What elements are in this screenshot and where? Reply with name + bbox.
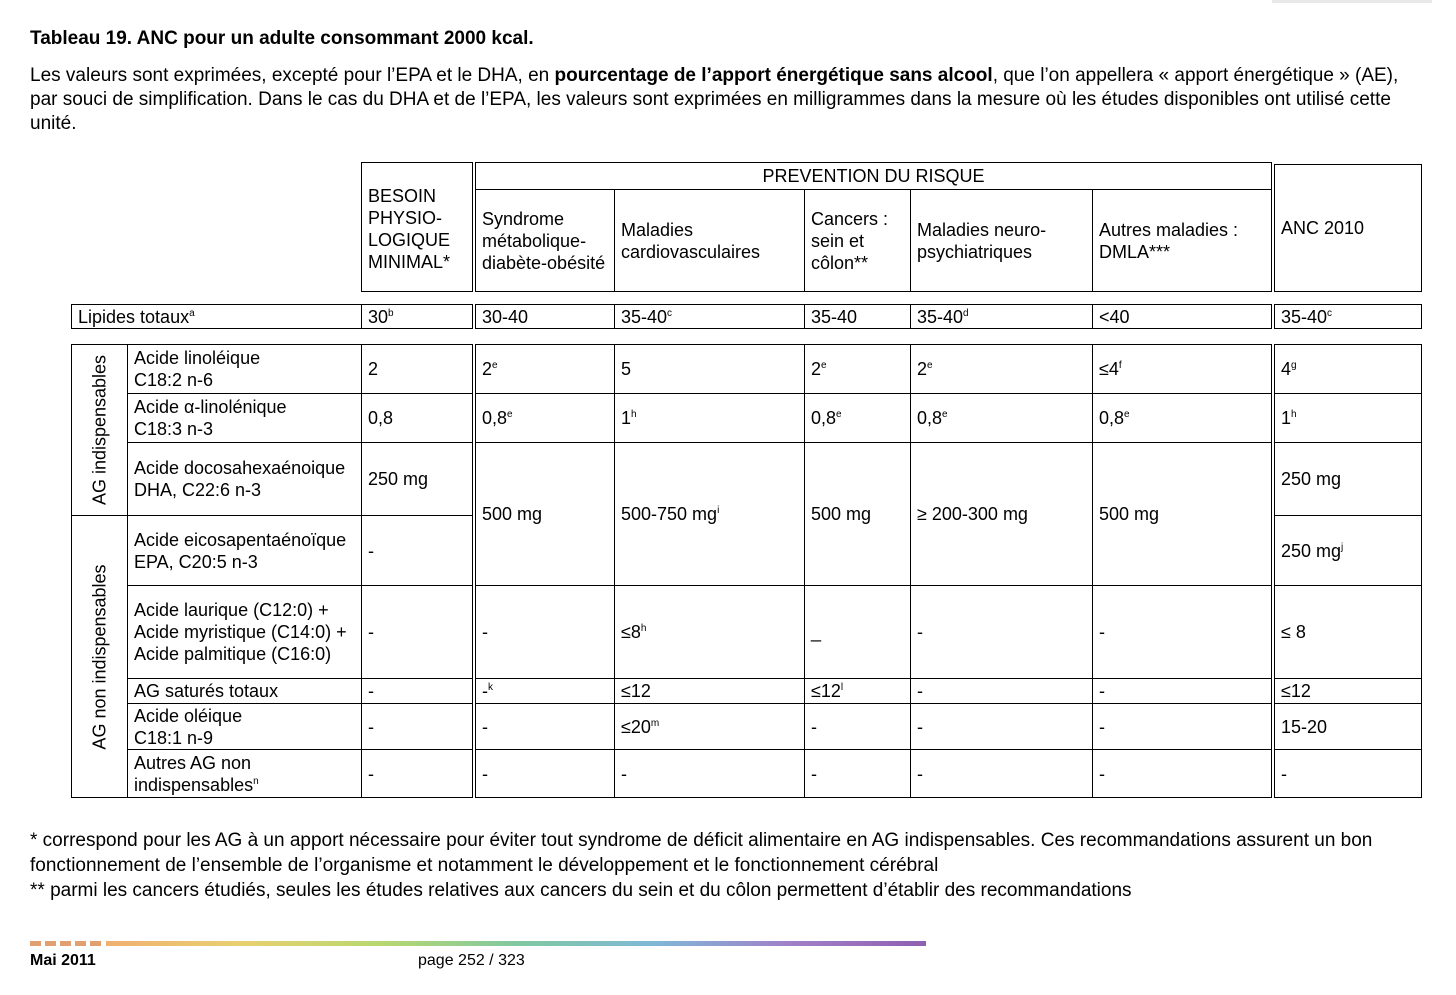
laurique-neuro: -: [910, 585, 1093, 679]
autresag-besoin: -: [361, 749, 473, 798]
header-cancers: Cancers : sein et côlon**: [804, 189, 911, 292]
laurique-autres: -: [1092, 585, 1272, 679]
lipides-label: Lipides totaux$^a$: [71, 304, 362, 329]
alinolenique-anc: 1$^h$: [1274, 393, 1422, 443]
header-neuro: Maladies neuro-psychiatriques: [910, 189, 1093, 292]
lipides-cardio: 35-40$^c$: [614, 304, 805, 329]
linoleique-neuro: 2e: [910, 344, 1093, 394]
satures-anc: ≤12: [1274, 678, 1422, 704]
oleique-label: Acide oléique C18:1 n-9: [127, 703, 362, 750]
autresag-autres: -: [1092, 749, 1272, 798]
linoleique-cardio: 5: [614, 344, 805, 394]
autresag-anc: -: [1274, 749, 1422, 798]
dha-epa-cancers: 500 mg: [804, 442, 911, 586]
header-syndrome: Syndrome métabolique-diabète-obésité: [475, 189, 615, 292]
dha-label: Acide docosahexaénoique DHA, C22:6 n-3: [127, 442, 362, 516]
footer-date: Mai 2011: [30, 952, 96, 969]
epa-besoin: -: [361, 515, 473, 586]
alinolenique-besoin: 0,8: [361, 393, 473, 443]
lipides-neuro: 35-40$^d$: [910, 304, 1093, 329]
footnotes: [30, 828, 1430, 903]
linoleique-autres: $\le 4^f$: [1092, 344, 1272, 394]
oleique-autres: -: [1092, 703, 1272, 750]
footnote-2: ** parmi les cancers étudiés, seules les études relatives aux cancers du sein et du côlon permettent d’établir des recommandations: [30, 880, 1132, 901]
alinolenique-cancers: 0,8e: [804, 393, 911, 443]
footnote-1: * correspond pour les AG à un apport nécessaire pour éviter tout syndrome de déficit alimentaire en AG indispensables. Ces recommandations assurent un bon fonctionnement de l’ensemble de l’organisme et notamment le développement et le fonctionnement cérébral: [30, 830, 1373, 876]
satures-neuro: -: [910, 678, 1093, 704]
satures-cardio: ≤12: [614, 678, 805, 704]
laurique-cancers: _: [804, 585, 911, 679]
laurique-label: Acide laurique (C12:0) + Acide myristique (C14:0) + Acide palmitique (C16:0): [127, 585, 362, 679]
oleique-cancers: -: [804, 703, 911, 750]
intro-text-2: , que l’on appellera « apport énergétique » (AE), par souci de simplification. Dans le cas du DHA et de l’EPA, les valeurs sont exprimées en milligrammes dans la mesure où les études disponibles ont utilisé cette unité.: [30, 65, 1399, 134]
epa-anc: 250 $mg^j$: [1274, 515, 1422, 586]
lipides-autres: <40: [1092, 304, 1272, 329]
dha-epa-neuro: ≥ 200-300 mg: [910, 442, 1093, 586]
laurique-besoin: -: [361, 585, 473, 679]
alinolenique-cardio: 1$^h$: [614, 393, 805, 443]
autresag-cancers: -: [804, 749, 911, 798]
linoleique-anc: 4$^g$: [1274, 344, 1422, 394]
linoleique-syndrome: 2e: [475, 344, 615, 394]
dha-epa-autres: 500 mg: [1092, 442, 1272, 586]
satures-syndrome: -$^k$: [475, 678, 615, 704]
lipides-besoin: 30$^b$: [361, 304, 473, 329]
linoleique-label: Acide linoléique C18:2 n-6: [127, 344, 362, 394]
header-prevention: PREVENTION DU RISQUE: [475, 162, 1272, 190]
satures-besoin: -: [361, 678, 473, 704]
autresag-syndrome: -: [475, 749, 615, 798]
group-label-non-indispensables: AG non indispensables: [71, 515, 128, 798]
intro-bold: pourcentage de l’apport énergétique sans alcool: [554, 65, 993, 86]
laurique-syndrome: -: [475, 585, 615, 679]
alinolenique-autres: 0,8e: [1092, 393, 1272, 443]
dha-epa-cardio: 500-750 $mg^i$: [614, 442, 805, 586]
lipides-syndrome: 30-40: [475, 304, 615, 329]
satures-label: AG saturés totaux: [127, 678, 362, 704]
autresag-neuro: -: [910, 749, 1093, 798]
lipides-anc: 35-40$^c$: [1274, 304, 1422, 329]
oleique-cardio: $\le 20^m$: [614, 703, 805, 750]
autresag-label: Autres AG non indispensables$^n$: [127, 749, 362, 798]
linoleique-besoin: 2: [361, 344, 473, 394]
alinolenique-neuro: 0,8e: [910, 393, 1093, 443]
alinolenique-syndrome: 0,8e: [475, 393, 615, 443]
alinolenique-label: Acide α-linolénique C18:3 n-3: [127, 393, 362, 443]
intro-text-1: Les valeurs sont exprimées, excepté pour l’EPA et le DHA, en: [30, 65, 555, 86]
table-title: Tableau 19. ANC pour un adulte consommant 2000 kcal.: [30, 28, 534, 49]
dha-besoin: 250 mg: [361, 442, 473, 516]
oleique-syndrome: -: [475, 703, 615, 750]
dha-epa-syndrome: 500 mg: [475, 442, 615, 586]
linoleique-cancers: 2e: [804, 344, 911, 394]
oleique-anc: 15-20: [1274, 703, 1422, 750]
header-autres: Autres maladies : DMLA***: [1092, 189, 1272, 292]
oleique-besoin: -: [361, 703, 473, 750]
lipides-cancers: 35-40: [804, 304, 911, 329]
header-cardio: Maladies cardiovasculaires: [614, 189, 805, 292]
dha-anc: 250 mg: [1274, 442, 1422, 516]
footer-page-number: page 252 / 323: [418, 952, 525, 969]
header-besoin: BESOIN PHYSIO-LOGIQUE MINIMAL*: [361, 162, 473, 292]
epa-label: Acide eicosapentaénoïque EPA, C20:5 n-3: [127, 515, 362, 586]
group-label-indispensables: AG indispensables: [71, 344, 128, 516]
header-anc: ANC 2010: [1274, 164, 1422, 292]
autresag-cardio: -: [614, 749, 805, 798]
satures-autres: -: [1092, 678, 1272, 704]
laurique-anc: ≤ 8: [1274, 585, 1422, 679]
satures-cancers: $\le 12^l$: [804, 678, 911, 704]
oleique-neuro: -: [910, 703, 1093, 750]
laurique-cardio: $\le 8^h$: [614, 585, 805, 679]
